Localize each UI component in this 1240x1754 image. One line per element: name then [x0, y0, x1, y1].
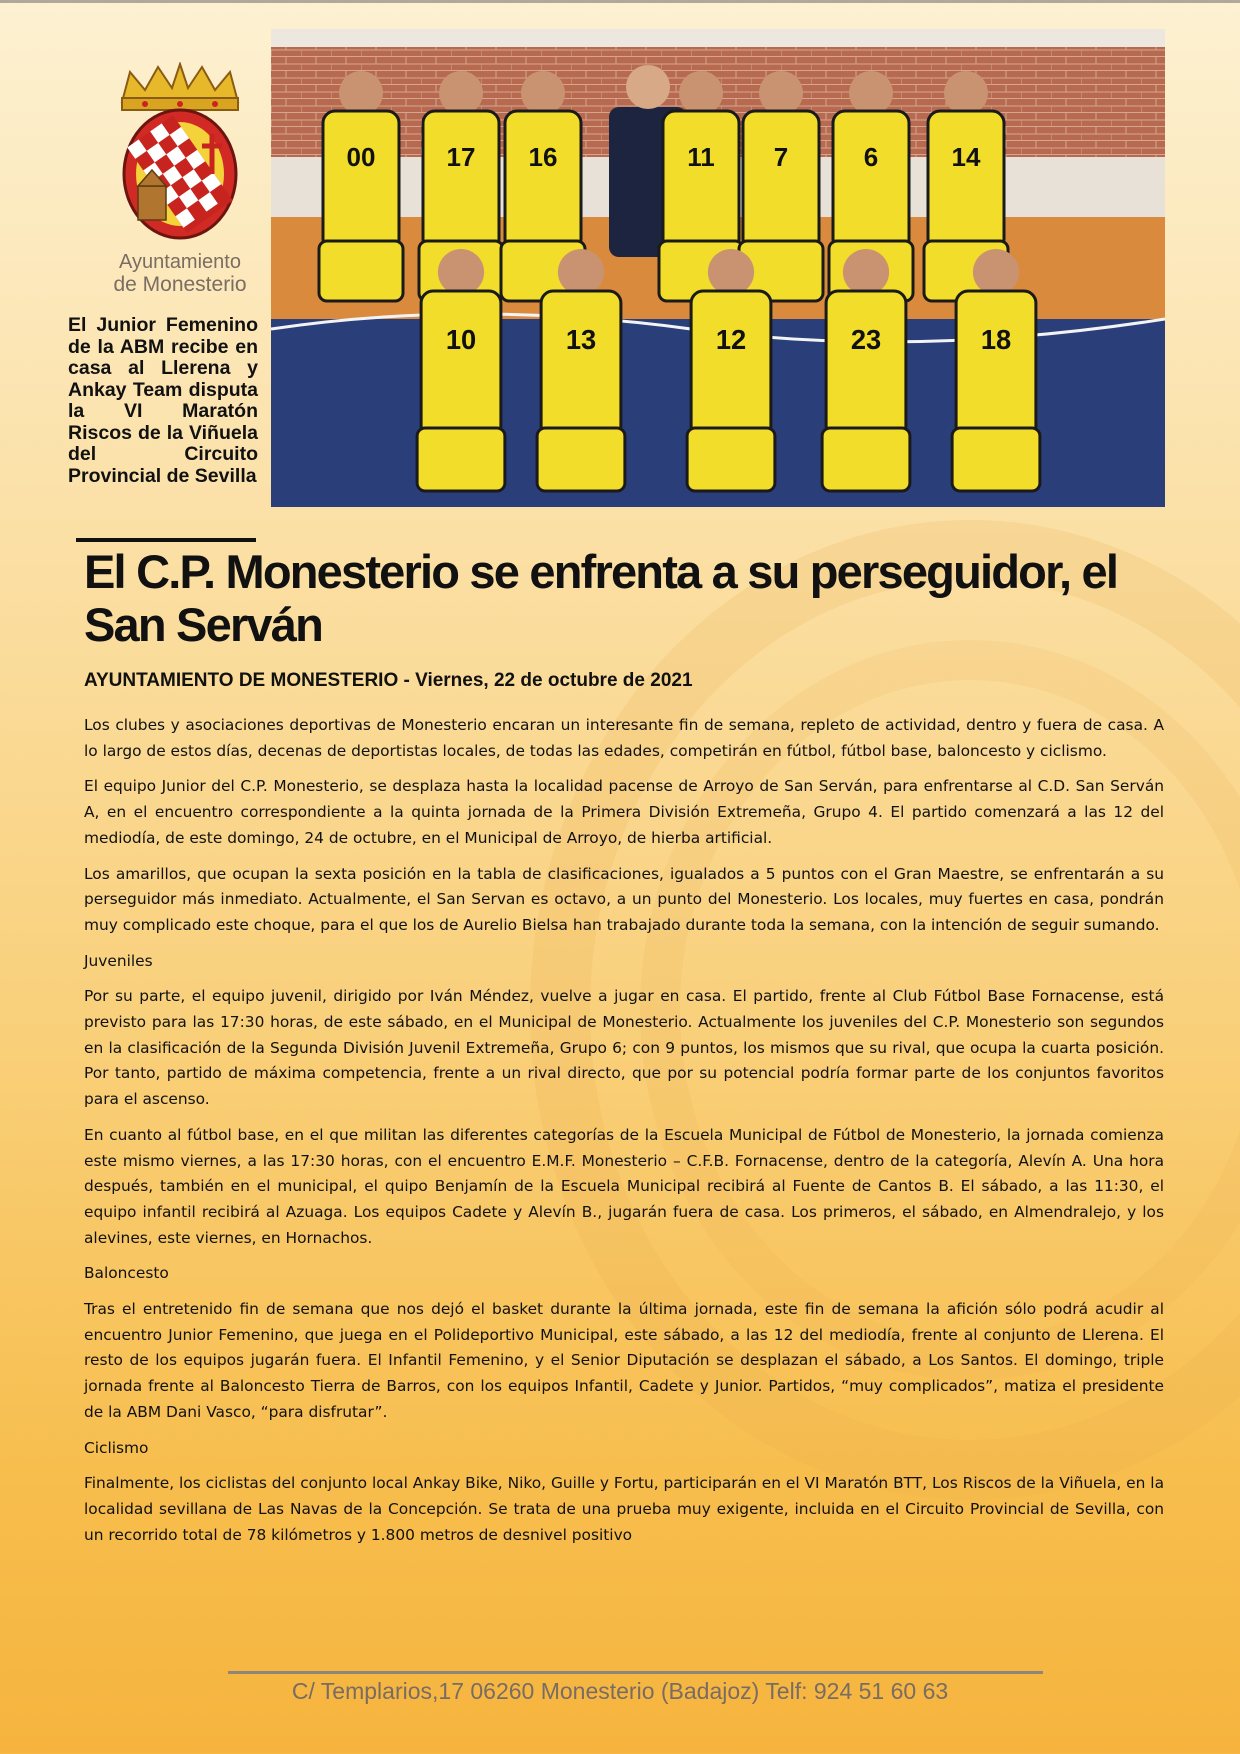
player-head — [679, 71, 723, 115]
town-logo — [100, 62, 260, 302]
paragraph-junior: El equipo Junior del C.P. Monesterio, se desplaza hasta la localidad pacense de Arroyo de San Serván, para enfrentarse al C.D. San Serván A, en el encuentro correspondiente a la quinta jornada de la Primera División Extremeña, Grupo 4. El partido comenzará a las 12 del mediodía, de este domingo, 24 de octubre, en el Municipal de Arroyo, de hierba artificial. — [84, 777, 1164, 847]
jersey-number: 6 — [863, 142, 879, 172]
player-head — [843, 249, 889, 295]
jersey-number: 00 — [346, 142, 376, 172]
top-border — [0, 0, 1240, 3]
article-body — [84, 713, 1164, 1558]
player-jersey — [928, 111, 1004, 251]
paragraph-baloncesto: Tras el entretenido fin de semana que nos dejó el basket durante la última jornada, este fin de semana la afición sólo podrá acudir al encuentro Junior Femenino, que juega en el Polideportivo Municipal, este sábado, a las 12 del mediodía, frente al conjunto de Llerena. El resto de los equipos jugarán fuera. El Infantil Femenino, y el Senior Diputación se desplazan el sábado, a Los Santos. El domingo, triple jornada frente al Baloncesto Tierra de Barros, con los equipos Infantil, Cadete y Junior. Partidos, “muy complicados”, matiza el presidente de la ABM Dani Vasco, “para disfrutar”. — [84, 1300, 1164, 1421]
player-jersey — [833, 111, 909, 251]
town-name — [100, 252, 260, 295]
player-shorts — [952, 428, 1040, 491]
article-byline: AYUNTAMIENTO DE MONESTERIO - Viernes, 22 de octubre de 2021 — [84, 670, 693, 691]
player-head — [438, 249, 484, 295]
jersey-number: 18 — [980, 323, 1012, 355]
jersey-number: 23 — [850, 323, 882, 355]
town-name-line2: de Monesterio — [113, 273, 247, 296]
team-photo-illustration — [271, 29, 1165, 507]
jersey-number: 10 — [445, 323, 477, 355]
player-jersey — [423, 111, 499, 251]
player-head — [849, 71, 893, 115]
jersey-number: 17 — [446, 142, 476, 172]
section-heading-baloncesto: Baloncesto — [84, 1264, 169, 1283]
jersey-number: 13 — [565, 323, 597, 355]
player-head — [944, 71, 988, 115]
player-jersey — [541, 291, 621, 438]
player-jersey — [956, 291, 1036, 438]
coat-of-arms-icon — [100, 62, 260, 252]
paragraph-ciclismo: Finalmente, los ciclistas del conjunto local Ankay Bike, Niko, Guille y Fortu, participarán en el VI Maratón BTT, Los Riscos de la Viñuela, en la localidad sevillana de Las Navas de la Concepción. Se trata de una prueba muy exigente, incluida en el Circuito Provincial de Sevilla, con un recorrido total de 78 kilómetros y 1.800 metros de desnivel positivo — [84, 1474, 1164, 1544]
paragraph-juveniles: Por su parte, el equipo juvenil, dirigido por Iván Méndez, vuelve a jugar en casa. El partido, frente al Club Fútbol Base Fornacense, está previsto para las 17:30 horas, de este sábado, en el Municipal de Monesterio. Actualmente los juveniles del C.P. Monesterio son segundos en la clasificación de la Segunda División Juvenil Extremeña, Grupo 6; con 9 puntos, los mismos que su rival, que ocupa la cuarta posición. Por tanto, partido de máxima competencia, frente a un rival directo, que por su potencial podría formar parte de los conjuntos favoritos para el ascenso. — [84, 987, 1164, 1109]
footer-address: C/ Templarios,17 06260 Monesterio (Badajoz) Telf: 924 51 60 63 — [291, 1678, 949, 1704]
player-head — [558, 249, 604, 295]
sidebar-divider — [76, 538, 256, 542]
player-head — [339, 71, 383, 115]
jersey-number: 11 — [687, 142, 715, 172]
player-head — [708, 249, 754, 295]
article-headline: El C.P. Monesterio se enfrenta a su perseguidor, el San Serván — [84, 545, 1118, 651]
team-photo — [271, 29, 1165, 507]
player-head — [759, 71, 803, 115]
section-heading-juveniles: Juveniles — [84, 951, 153, 970]
coach-head — [626, 65, 670, 109]
jersey-number: 16 — [528, 142, 558, 172]
player-jersey — [743, 111, 819, 251]
section-heading-ciclismo: Ciclismo — [84, 1438, 149, 1457]
jersey-number: 14 — [951, 142, 981, 172]
player-jersey — [323, 111, 399, 251]
player-jersey — [421, 291, 501, 438]
footer-divider — [228, 1671, 1043, 1674]
player-shorts — [537, 428, 625, 491]
player-jersey — [663, 111, 739, 251]
player-head — [439, 71, 483, 115]
player-shorts — [417, 428, 505, 491]
player-jersey — [691, 291, 771, 438]
player-shorts — [822, 428, 910, 491]
jersey-number: 12 — [715, 323, 747, 355]
player-jersey — [505, 111, 581, 251]
player-head — [521, 71, 565, 115]
town-name-line1: Ayuntamiento — [119, 251, 241, 273]
paragraph-futbol-base: En cuanto al fútbol base, en el que militan las diferentes categorías de la Escuela Municipal de Fútbol de Monesterio, la jornada comienza este mismo viernes, a las 17:30 horas, con el encuentro E.M.F. Monesterio – C.F.B. Fornacense, dentro de la categoría, Alevín A. Una hora después, también en el municipal, el quipo Benjamín de la Escuela Municipal recibirá al Fuente de Cantos B. El sábado, a las 11:30, el equipo infantil recibirá al Azuaga. Los equipos Cadete y Alevín B., jugarán fuera de casa. Los primeros, el sábado, en Almendralejo, y los alevines, este viernes, en Hornachos. — [84, 1125, 1164, 1247]
jersey-number: 7 — [773, 142, 789, 172]
player-shorts — [687, 428, 775, 491]
sidebar-note: El Junior Femenino de la ABM recibe en casa al Llerena y Ankay Team disputa la VI Maratón Riscos de la Viñuela del Circuito Provincial de Sevilla — [68, 314, 258, 487]
paragraph-standings: Los amarillos, que ocupan la sexta posición en la tabla de clasificaciones, igualados a 5 puntos con el Gran Maestre, se enfrentarán a su perseguidor más inmediato. Actualmente, el San Servan es octavo, a un punto del Monesterio. Los locales, muy fuertes en casa, pondrán muy complicado este choque, para el que los de Aurelio Bielsa han trabajado durante toda la semana, con la intención de seguir sumando. — [84, 864, 1164, 934]
player-jersey — [826, 291, 906, 438]
player-shorts — [319, 241, 403, 301]
player-head — [973, 249, 1019, 295]
paragraph-intro: Los clubes y asociaciones deportivas de Monesterio encaran un interesante fin de semana, repleto de actividad, dentro y fuera de casa. A lo largo de estos días, decenas de deportistas locales, de todas las edades, competirán en fútbol, fútbol base, baloncesto y ciclismo. — [84, 716, 1164, 760]
